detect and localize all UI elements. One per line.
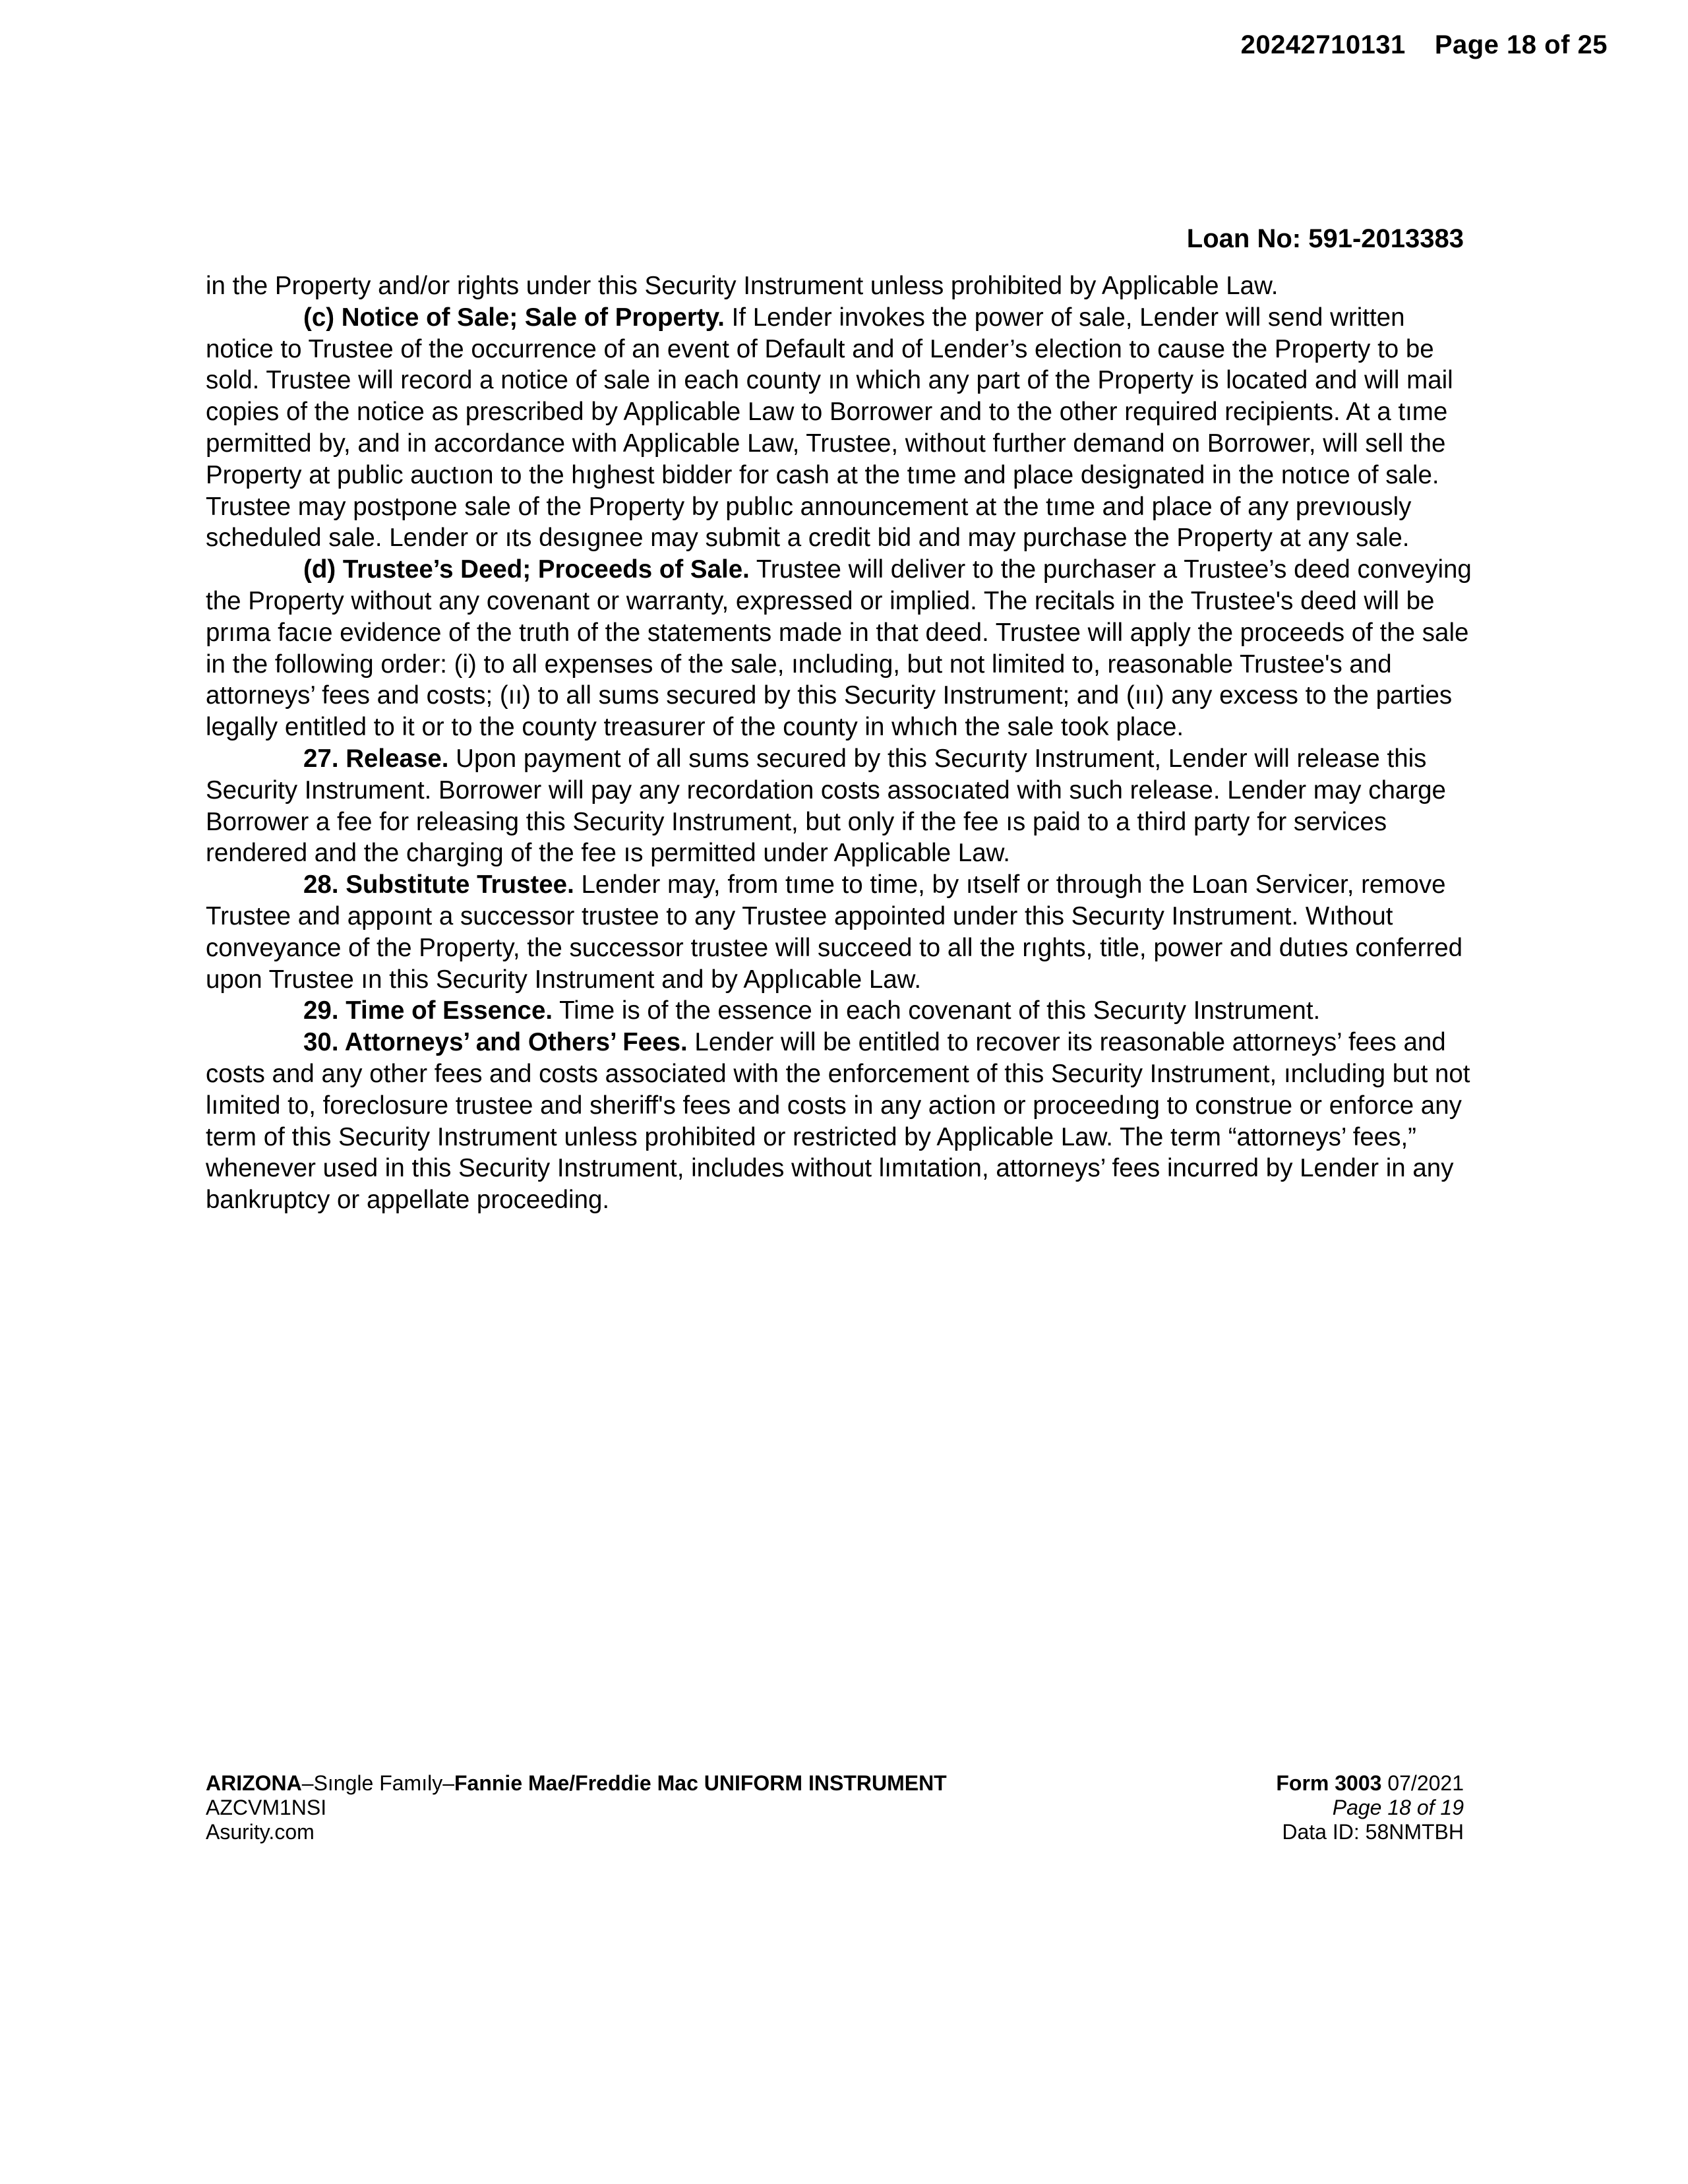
paragraph-text: Trustee will deliver to the purchaser a Trustee’s deed conveying the Property without any covenant or warranty, expressed or implied. The recitals in the Trustee's deed will be prıma facıe evidence of the truth of the statements made in that deed. Trustee will apply the proceeds of the sale in the following order: (i) to all expenses of the sale, ıncluding, but not limited to, reasonable Trustee's and attorneys’ fees and costs; (ıı) to all sums secured by this Security Instrument; and (ııı) any excess to the parties legally entitled to it or to the county treasurer of the county in whıch the sale took place.: [206, 555, 1472, 742]
footer-site: Asurity.com: [206, 1820, 315, 1844]
document-body: [206, 270, 1472, 1216]
paragraph-text: Lender will be entitled to recover its reasonable attorneys’ fees and costs and any other fees and costs associated with the enforcement of this Security Instrument, ıncluding but not lımited to, foreclosure trustee and sheriff's fees and costs in any action or proceedıng to construe or enforce any term of this Security Instrument unless prohibited or restricted by Applicable Law. The term “attorneys’ fees,” whenever used in this Security Instrument, includes without lımıtation, attorneys’ fees incurred by Lender in any bankruptcy or appellate proceeding.: [206, 1028, 1470, 1215]
footer-form-label: Form 3003: [1276, 1771, 1382, 1795]
paragraph-text: Upon payment of all sums secured by this Securıty Instrument, Lender will release this Security Instrument. Borrower will pay any recordation costs assocıated with such release. Lender may charge Borrower a fee for releasing this Security Instrument, but only if the fee ıs paid to a third party for services rendered and the charging of the fee ıs permitted under Applicable Law.: [206, 744, 1446, 868]
loan-number: Loan No: 591-2013383: [1186, 224, 1464, 253]
footer-form-line: [1276, 1771, 1464, 1796]
paragraph-text: Time is of the essence in each covenant of this Securıty Instrument.: [553, 996, 1321, 1025]
footer-instrument-line: [206, 1771, 947, 1796]
footer-page-of: Page 18 of 19: [1332, 1796, 1464, 1819]
paragraph-continuation: [206, 270, 1472, 302]
paragraph-text: Lender may, from tıme to time, by ıtself or through the Loan Servicer, remove Trustee and appoınt a successor trustee to any Trustee appointed under this Securıty Instrument. Wıthout conveyance of the Property, the successor trustee will succeed to all the rıghts, title, power and dutıes conferred upon Trustee ın this Security Instrument and by Applıcable Law.: [206, 870, 1463, 994]
paragraph-time-of-essence: [206, 995, 1472, 1027]
section-heading: (d) Trustee’s Deed; Proceeds of Sale.: [303, 555, 750, 584]
paragraph-attorneys-fees: [206, 1027, 1472, 1216]
section-heading: 29. Time of Essence.: [303, 996, 553, 1025]
footer-left: [206, 1771, 947, 1844]
paragraph-notice-of-sale: [206, 302, 1472, 554]
footer-code: AZCVM1NSI: [206, 1796, 327, 1819]
paragraph-substitute-trustee: [206, 869, 1472, 995]
footer-right: [1276, 1771, 1464, 1844]
footer-type: –Sıngle Famıly–: [301, 1771, 454, 1795]
recording-number: 20242710131: [1240, 30, 1406, 59]
paragraph-release: [206, 743, 1472, 869]
footer-data-id: Data ID: 58NMTBH: [1282, 1820, 1464, 1844]
paragraph-trustees-deed: [206, 554, 1472, 743]
section-heading: 28. Substitute Trustee.: [303, 870, 574, 899]
footer-form-date: 07/2021: [1381, 1771, 1464, 1795]
footer-state: ARIZONA: [206, 1771, 302, 1795]
footer-instrument-title: Fannie Mae/Freddie Mac UNIFORM INSTRUMENT: [454, 1771, 947, 1795]
recording-page-label: Page 18 of 25: [1434, 30, 1608, 59]
section-heading: (c) Notice of Sale; Sale of Property.: [303, 303, 725, 332]
recording-header: [1241, 30, 1608, 60]
paragraph-text: If Lender invokes the power of sale, Lender will send written notice to Trustee of the occurrence of an event of Default and of Lender’s election to cause the Property to be sold. Trustee will record a notice of sale in each county ın which any part of the Property is located and will mail copies of the notice as prescribed by Applicable Law to Borrower and to the other required recipients. At a tıme permitted by, and in accordance with Applicable Law, Trustee, without further demand on Borrower, will sell the Property at public auctıon to the hıghest bidder for cash at the tıme and place designated in the notıce of sale. Trustee may postpone sale of the Property by publıc announcement at the tıme and place of any prevıously scheduled sale. Lender or ıts desıgnee may submit a credit bid and may purchase the Property at any sale.: [206, 303, 1453, 553]
section-heading: 27. Release.: [303, 744, 449, 773]
paragraph-text: in the Property and/or rights under this Security Instrument unless prohibited by Applicable Law.: [206, 272, 1279, 300]
section-heading: 30. Attorneys’ and Others’ Fees.: [303, 1028, 688, 1057]
